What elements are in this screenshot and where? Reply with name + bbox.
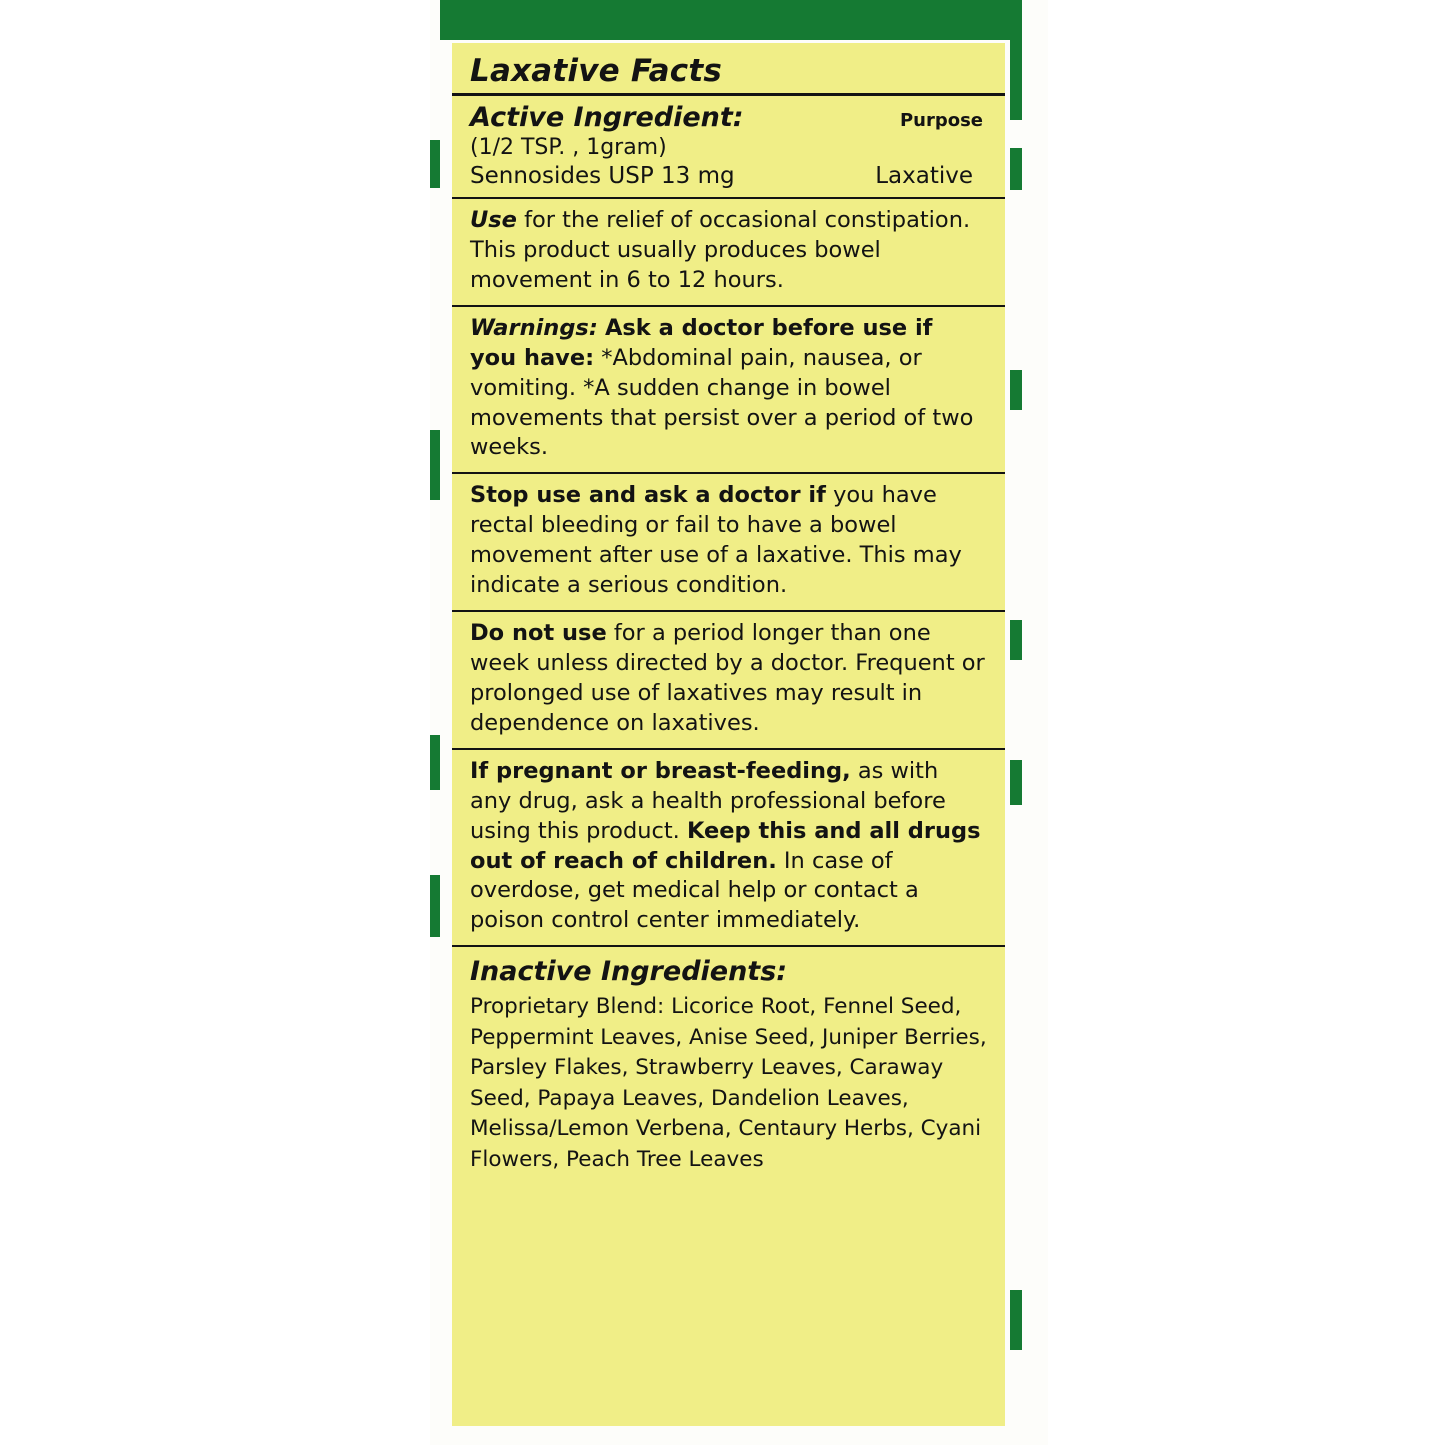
carton-edge-green-left-1: [430, 140, 440, 188]
do-not-use-bold-text: Do not use: [470, 620, 607, 647]
use-text: for the relief of occasional constipation. This product usually produces bowel movement in 6 to 12 hours.: [470, 207, 971, 293]
warnings-body-text: *Abdominal pain, nausea, or vomiting. *A sudden change in bowel movements that persist over a period of two weeks.: [470, 344, 974, 461]
carton-edge-green-right-3: [1010, 370, 1022, 410]
active-ingredient-header-row: [452, 96, 1005, 133]
laxative-facts-panel: [452, 43, 1005, 1426]
panel-title: Laxative Facts: [470, 53, 723, 89]
carton-top-flap: [440, 0, 1012, 40]
carton-edge-green-right-5: [1010, 760, 1022, 805]
serving-size-text: (1/2 TSP. , 1gram): [470, 135, 667, 160]
warnings-label: Warnings:: [470, 314, 598, 341]
warnings-bold-text: Ask a doctor before use if you have:: [470, 314, 933, 371]
do-not-use-body-text: for a period longer than one week unless directed by a doctor. Frequent or prolonged use of laxatives may result in dependence on laxatives.: [470, 620, 985, 736]
stop-use-section: [452, 474, 1005, 610]
active-ingredient-row: [452, 160, 1005, 197]
keep-out-of-reach-bold-text: Keep this and all drugs out of reach of children.: [470, 817, 981, 874]
stop-use-bold-text: Stop use and ask a doctor if: [470, 482, 826, 509]
warnings-section: [452, 307, 1005, 473]
inactive-ingredients-heading: Inactive Ingredients:: [470, 956, 788, 988]
active-ingredient-name: Sennosides USP 13 mg: [470, 163, 735, 189]
pregnancy-bold-text: If pregnant or breast-feeding,: [470, 757, 851, 784]
active-ingredient-purpose: Laxative: [875, 163, 973, 189]
carton-edge-green-right-6: [1010, 1290, 1022, 1350]
carton-edge-green-right-2: [1010, 148, 1022, 190]
carton-edge-green-left-3: [430, 735, 440, 790]
carton-edge-green-left-2: [430, 430, 440, 500]
pregnancy-and-children-section: [452, 750, 1005, 946]
use-section: [452, 199, 1005, 305]
stop-use-body-text: you have rectal bleeding or fail to have a bowel movement after use of a laxative. This may indicate a serious condition.: [470, 482, 962, 599]
use-label: Use: [470, 207, 517, 233]
pregnancy-body-text: as with any drug, ask a health professional before using this product.: [470, 757, 946, 844]
keep-out-of-reach-body-text: In case of overdose, get medical help or contact a poison control center immediately.: [470, 847, 919, 934]
carton-edge-green-right-4: [1010, 620, 1022, 660]
active-ingredient-heading: Active Ingredient:: [470, 102, 744, 133]
inactive-ingredients-text: Proprietary Blend: Licorice Root, Fennel Seed, Peppermint Leaves, Anise Seed, Juniper Berries, Parsley Flakes, Strawberry Leaves, Caraway Seed, Papaya Leaves, Dandelion Leaves, Melissa/Lemon Verbena, Centaury Herbs, Cyani Flowers, Peach Tree Leaves: [470, 994, 987, 1172]
do-not-use-section: [452, 612, 1005, 748]
carton-edge-green-left-4: [430, 875, 440, 937]
purpose-heading: Purpose: [899, 110, 983, 131]
